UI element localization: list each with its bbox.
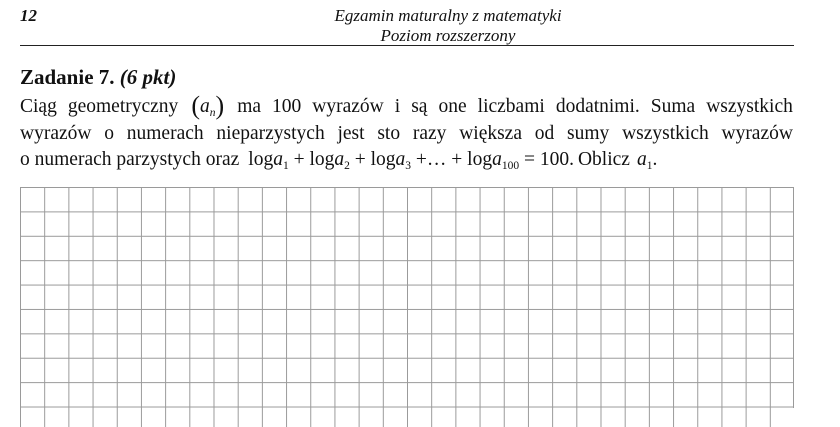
answer-grid[interactable] — [20, 187, 794, 427]
task-body — [20, 91, 793, 174]
line3-prefix: o numerach parzystych oraz — [20, 149, 240, 170]
exam-title: Egzamin maturalny z matematyki — [334, 6, 562, 25]
task-line-3: o numerach parzystych oraz loga$_1$ + loga$_2$ + loga$_3$ +… + loga$_{100}$ = 100 . Oblicz $a_1$ . — [20, 149, 658, 172]
instruction: Oblicz — [577, 149, 630, 170]
task-points: (6 pkt) — [119, 65, 177, 89]
word: nieparzystych — [216, 122, 325, 144]
word: od — [534, 122, 555, 144]
word: o — [104, 122, 114, 144]
word: Suma — [650, 96, 696, 117]
word: ma — [237, 96, 262, 117]
word: wszystkich — [706, 96, 793, 117]
word: one — [438, 96, 467, 117]
word: geometryczny — [67, 96, 179, 117]
answer-grid-right-edge — [793, 187, 794, 408]
page-number: 12 — [20, 6, 37, 25]
word: wyrazów — [312, 96, 384, 117]
word: są — [411, 96, 428, 117]
word: numerach — [126, 122, 204, 144]
task-number: Zadanie 7. — [20, 65, 115, 89]
word: razy — [412, 122, 447, 144]
word: liczbami — [477, 96, 545, 117]
log-equation: loga$_1$ + loga$_2$ + loga$_3$ +… + loga$_{100}$ = 100 — [248, 149, 570, 172]
header-rule — [20, 45, 794, 46]
task-line-1 — [20, 91, 793, 121]
word: jest — [337, 122, 365, 144]
word: wszystkich — [622, 122, 709, 144]
word: większa — [459, 122, 522, 144]
word: wyrazów — [20, 122, 92, 144]
word: sto — [377, 122, 401, 144]
word: Ciąg — [20, 96, 57, 117]
word: 100 — [272, 96, 302, 117]
task-title — [20, 64, 176, 90]
exam-level: Poziom rozszerzony — [380, 26, 516, 45]
word: wyrazów — [721, 122, 793, 144]
word: sumy — [567, 122, 610, 144]
sequence-symbol: $(a_n)$ — [191, 91, 225, 120]
target-variable: $a_1$ — [636, 149, 653, 172]
running-header — [0, 6, 840, 46]
word: i — [394, 96, 401, 117]
word: dodatnimi. — [555, 96, 640, 117]
task-line-2 — [20, 121, 793, 148]
